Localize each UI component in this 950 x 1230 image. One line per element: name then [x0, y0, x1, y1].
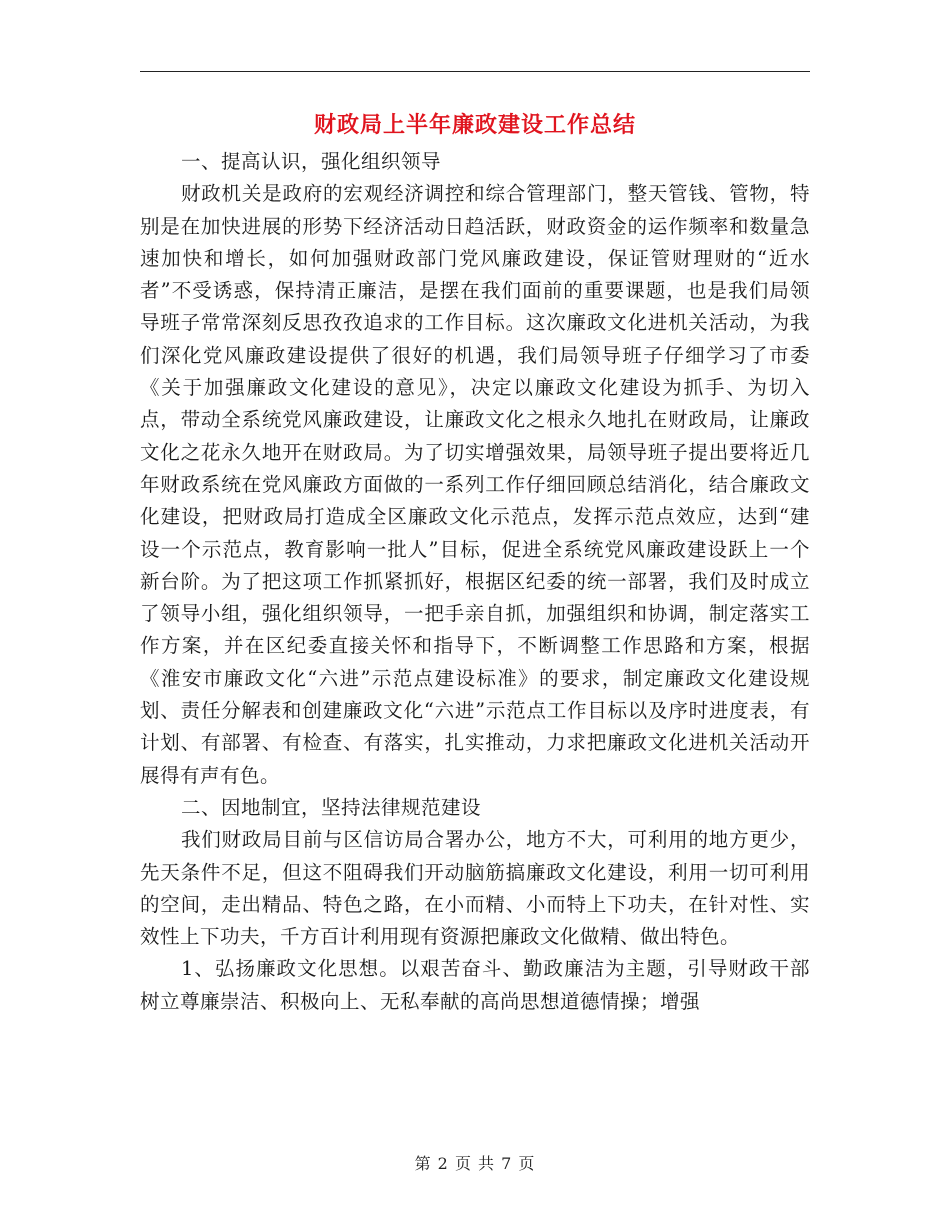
section-heading: 二、因地制宜，坚持法律规范建设	[180, 795, 481, 819]
section-heading: 一、提高认识，强化组织领导	[180, 150, 441, 173]
document-title: 财政局上半年廉政建设工作总结	[313, 112, 636, 138]
body-paragraph: 1、弘扬廉政文化思想。以艰苦奋斗、勤政廉洁为主题，引导财政干部树立尊廉崇洁、积极向上、无私奉献的高尚思想道德情操；增强	[140, 957, 810, 1013]
body-paragraph: 我们财政局目前与区信访局合署办公，地方不大，可利用的地方更少，先天条件不足，但这不阻碍我们开动脑筋搞廉政文化建设，利用一切可利用的空间，走出精品、特色之路，在小而精、小而特上下功夫，在针对性、实效性上下功夫，千方百计利用现有资源把廉政文化做精、做出特色。	[140, 828, 810, 949]
page-number: 第 2 页 共 7 页	[414, 1154, 536, 1173]
header-rule	[140, 71, 810, 72]
body-paragraph: 财政机关是政府的宏观经济调控和综合管理部门，整天管钱、管物，特别是在加快进展的形势下经济活动日趋活跃，财政资金的运作频率和数量急速加快和增长，如何加强财政部门党风廉政建设，保证管财理财的“近水者”不受诱惑，保持清正廉洁，是摆在我们面前的重要课题，也是我们局领导班子常常深刻反思孜孜追求的工作目标。这次廉政文化进机关活动，为我们深化党风廉政建设提供了很好的机遇，我们局领导班子仔细学习了市委《关于加强廉政文化建设的意见》，决定以廉政文化建设为抓手、为切入点，带动全系统党风廉政建设，让廉政文化之根永久地扎在财政局，让廉政文化之花永久地开在财政局。为了切实增强效果，局领导班子提出要将近几年财政系统在党风廉政方面做的一系列工作仔细回顾总结消化，结合廉政文化建设，把财政局打造成全区廉政文化示范点，发挥示范点效应，达到“建设一个示范点，教育影响一批人”目标，促进全系统党风廉政建设跃上一个新台阶。为了把这项工作抓紧抓好，根据区纪委的统一部署，我们及时成立了领导小组，强化组织领导，一把手亲自抓，加强组织和协调，制定落实工作方案，并在区纪委直接关怀和指导下，不断调整工作思路和方案，根据《淮安市廉政文化“六进”示范点建设标准》的要求，制定廉政文化建设规划、责任分解表和创建廉政文化“六进”示范点工作目标以及序时进度表，有计划、有部署、有检查、有落实，扎实推动，力求把廉政文化进机关活动开展得有声有色。	[140, 182, 810, 787]
document-body	[140, 146, 810, 1018]
